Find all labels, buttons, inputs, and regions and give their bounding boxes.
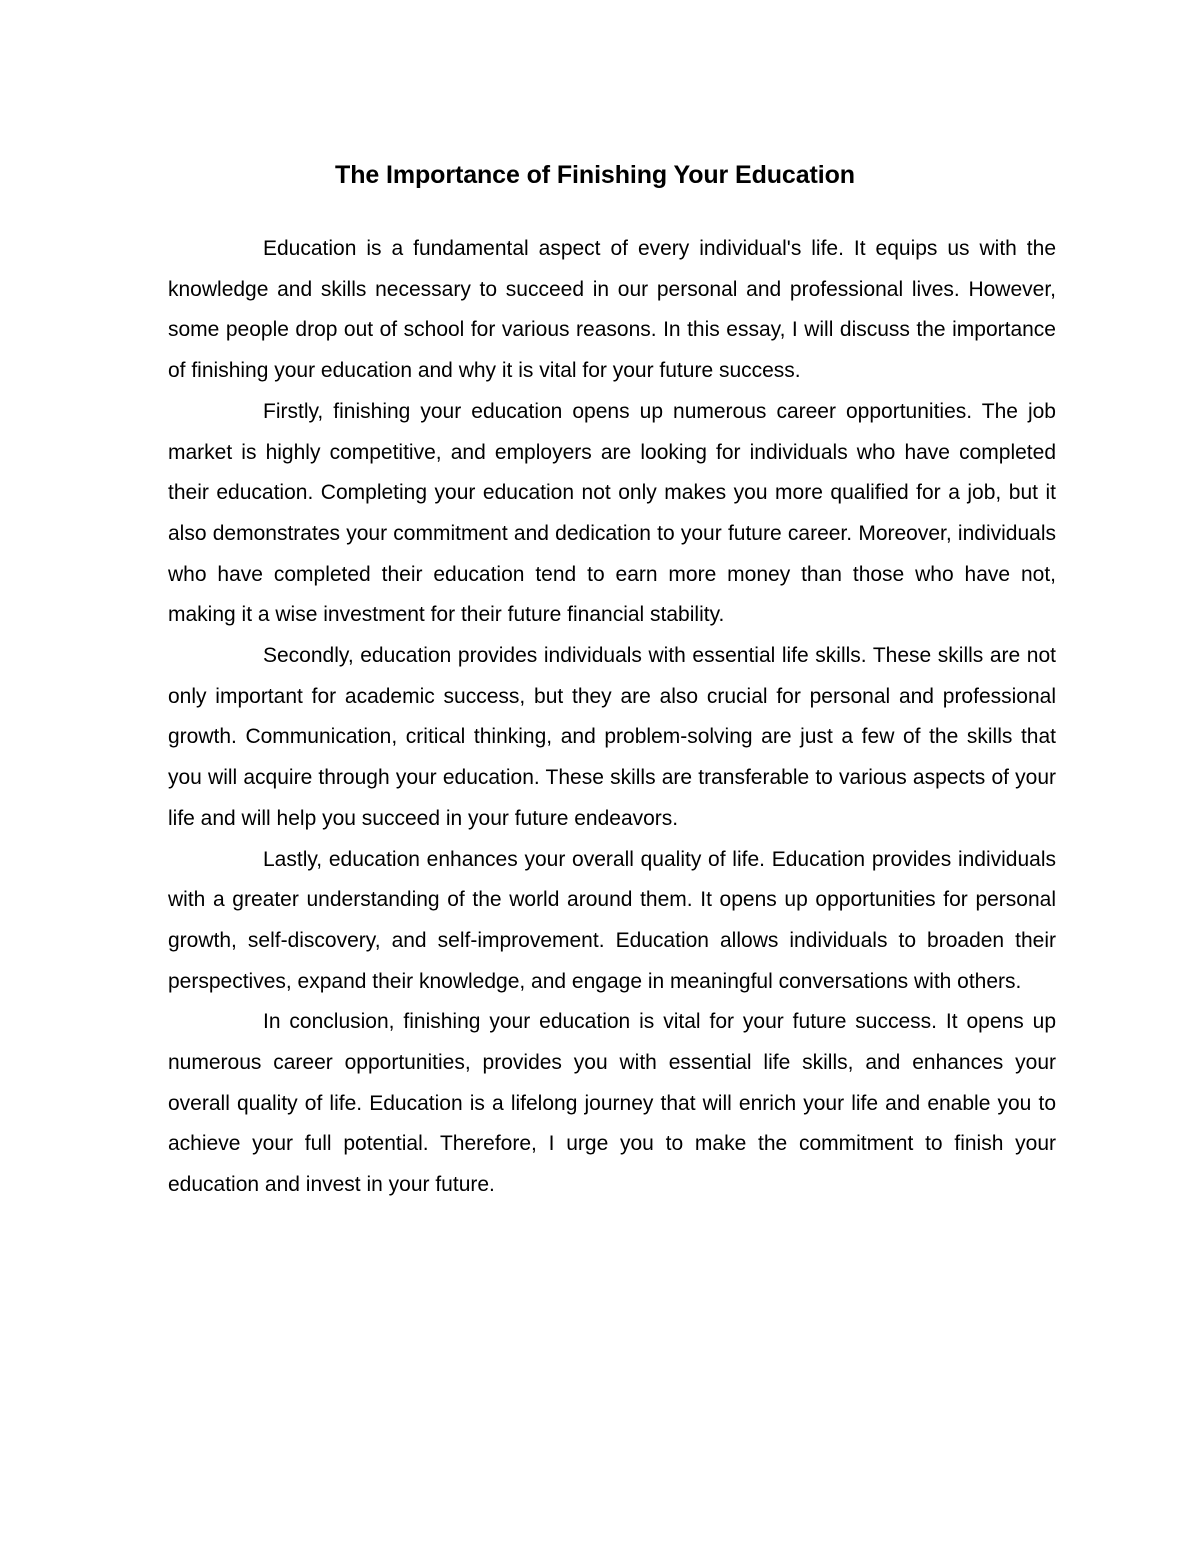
paragraph-quality-of-life: Lastly, education enhances your overall quality of life. Education provides individuals with a greater understanding of the world around them. It opens up opportunities for personal growth, self-discovery, and self-improvement. Education allows individuals to broaden their perspectives, expand their knowledge, and engage in meaningful conversations with others.	[168, 847, 1056, 993]
document-body	[168, 229, 1056, 1206]
paragraph-introduction: Education is a fundamental aspect of every individual's life. It equips us with the knowledge and skills necessary to succeed in our personal and professional lives. However, some people drop out of school for various reasons. In this essay, I will discuss the importance of finishing your education and why it is vital for your future success.	[168, 237, 1056, 383]
paragraph-career-opportunities: Firstly, finishing your education opens up numerous career opportunities. The job market is highly competitive, and employers are looking for individuals who have completed their education. Completing your education not only makes you more qualified for a job, but it also demonstrates your commitment and dedication to your future career. Moreover, individuals who have completed their education tend to earn more money than those who have not, making it a wise investment for their future financial stability.	[168, 399, 1056, 627]
paragraph-life-skills: Secondly, education provides individuals with essential life skills. These skills are not only important for academic success, but they are also crucial for personal and professional growth. Communication, critical thinking, and problem-solving are just a few of the skills that you will acquire through your education. These skills are transferable to various aspects of your life and will help you succeed in your future endeavors.	[168, 644, 1056, 830]
document-title: The Importance of Finishing Your Education	[335, 160, 855, 189]
paragraph-conclusion: In conclusion, finishing your education is vital for your future success. It opens up numerous career opportunities, provides you with essential life skills, and enhances your overall quality of life. Education is a lifelong journey that will enrich your life and enable you to achieve your full potential. Therefore, I urge you to make the commitment to finish your education and invest in your future.	[168, 1010, 1056, 1197]
